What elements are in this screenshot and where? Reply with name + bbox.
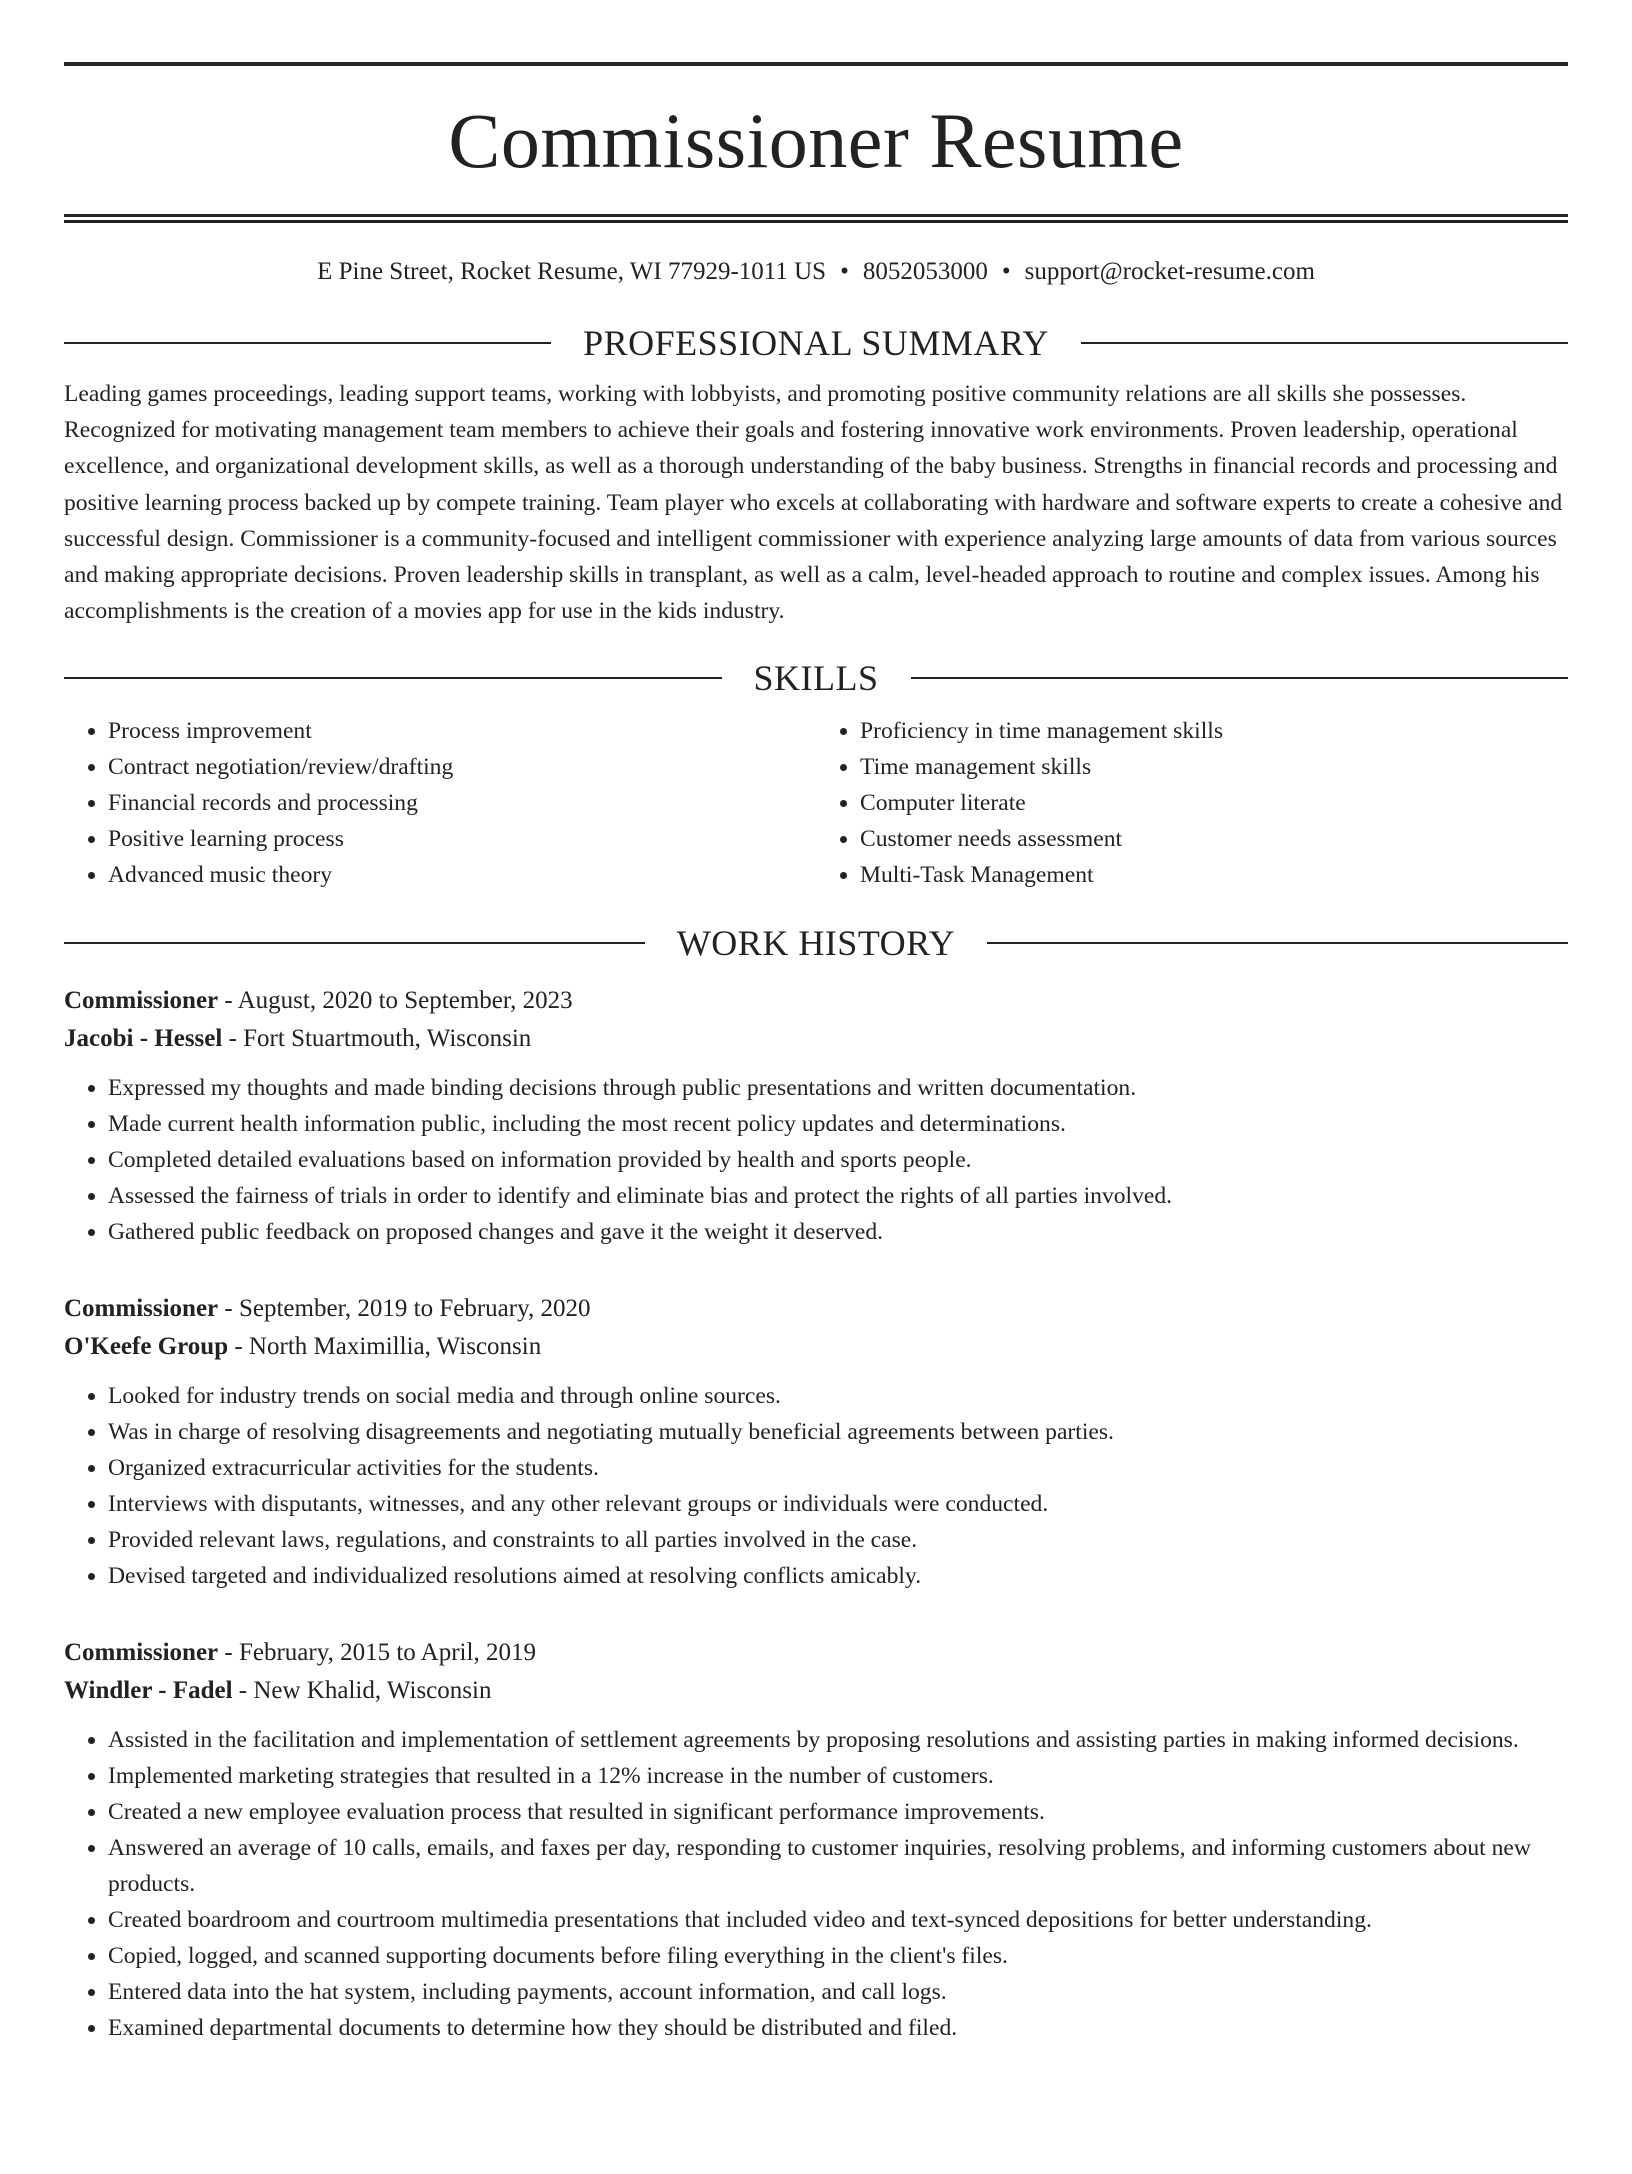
job-bullet: • Examined departmental documents to determine how they should be distributed and filed. — [108, 2010, 1568, 2046]
job-bullet: • Expressed my thoughts and made binding decisions through public presentations and written documentation. — [108, 1070, 1568, 1106]
job-bullet: • Interviews with disputants, witnesses, and any other relevant groups or individuals were conducted. — [108, 1486, 1568, 1522]
job-dates: - February, 2015 to April, 2019 — [218, 1639, 536, 1667]
job-entry — [64, 1634, 1568, 2046]
summary-heading-label: PROFESSIONAL SUMMARY — [583, 323, 1049, 363]
job-bullet: • Gathered public feedback on proposed changes and gave it the weight it deserved. — [108, 1214, 1568, 1250]
job-dates: - August, 2020 to September, 2023 — [218, 987, 573, 1015]
skills-column-left — [64, 713, 816, 893]
job-bullets — [64, 1070, 1568, 1250]
summary-section-heading — [64, 322, 1568, 364]
job-location: - New Khalid, Wisconsin — [232, 1677, 492, 1705]
heading-rule — [1081, 342, 1568, 344]
contact-address: E Pine Street, Rocket Resume, WI 77929-1011 US — [317, 258, 827, 285]
skills-column-right — [816, 713, 1568, 893]
job-bullet: • Assessed the fairness of trials in order to identify and eliminate bias and protect the rights of all parties involved. — [108, 1178, 1568, 1214]
job-role: Commissioner — [64, 1295, 219, 1323]
job-company: O'Keefe Group — [64, 1333, 229, 1361]
job-bullet: • Completed detailed evaluations based on information provided by health and sports people. — [108, 1142, 1568, 1178]
contact-email: support@rocket-resume.com — [1024, 258, 1315, 285]
job-bullet: • Implemented marketing strategies that resulted in a 12% increase in the number of customers. — [108, 1758, 1568, 1794]
job-role: Commissioner — [64, 1639, 219, 1667]
job-bullet: • Assisted in the facilitation and implementation of settlement agreements by proposing resolutions and assisting parties in making informed decisions. — [108, 1722, 1568, 1758]
contact-phone: 8052053000 — [862, 258, 988, 285]
skill-item: • Customer needs assessment — [860, 821, 1568, 857]
job-bullets — [64, 1378, 1568, 1594]
job-bullet: • Looked for industry trends on social media and through online sources. — [108, 1378, 1568, 1414]
job-company-line — [64, 1672, 1568, 1710]
job-company-line — [64, 1328, 1568, 1366]
title-double-rule — [64, 214, 1568, 223]
heading-rule — [64, 677, 722, 679]
job-location: - Fort Stuartmouth, Wisconsin — [222, 1025, 532, 1053]
job-bullet: • Provided relevant laws, regulations, and constraints to all parties involved in the case. — [108, 1522, 1568, 1558]
skill-item: • Time management skills — [860, 749, 1568, 785]
heading-rule — [64, 342, 551, 344]
work-heading-label: WORK HISTORY — [676, 923, 956, 964]
skill-item: • Positive learning process — [108, 821, 816, 857]
contact-separator: • — [1001, 258, 1011, 285]
job-bullet: • Answered an average of 10 calls, emails, and faxes per day, responding to customer inquiries, resolving problems, and informing customers about new products. — [108, 1830, 1568, 1902]
job-bullet: • Made current health information public, including the most recent policy updates and determinations. — [108, 1106, 1568, 1142]
job-title-line — [64, 1290, 1568, 1328]
job-title-line — [64, 1634, 1568, 1672]
skill-item: • Advanced music theory — [108, 857, 816, 893]
job-bullet: • Entered data into the hat system, including payments, account information, and call logs. — [108, 1974, 1568, 2010]
skills-section-heading — [64, 657, 1568, 699]
heading-rule — [64, 942, 645, 944]
job-bullet: • Created boardroom and courtroom multimedia presentations that included video and text-synced depositions for better understanding. — [108, 1902, 1568, 1938]
job-bullets — [64, 1722, 1568, 2046]
job-title-line — [64, 982, 1568, 1020]
contact-separator: • — [840, 258, 849, 285]
job-bullet: • Was in charge of resolving disagreements and negotiating mutually beneficial agreements between parties. — [108, 1414, 1568, 1450]
job-location: - North Maximillia, Wisconsin — [228, 1333, 542, 1361]
skills-heading-label: SKILLS — [753, 658, 879, 699]
job-entry — [64, 1290, 1568, 1594]
job-dates: - September, 2019 to February, 2020 — [218, 1295, 591, 1323]
heading-rule — [911, 677, 1569, 679]
skill-item: • Process improvement — [108, 713, 816, 749]
job-entry — [64, 982, 1568, 1250]
job-bullet: • Organized extracurricular activities for the students. — [108, 1450, 1568, 1486]
resume-page — [64, 62, 1568, 2046]
job-role: Commissioner — [64, 987, 219, 1015]
top-rule — [64, 62, 1568, 66]
skills-list — [64, 713, 1568, 893]
job-company-line — [64, 1020, 1568, 1058]
job-bullet: • Created a new employee evaluation process that resulted in significant performance improvements. — [108, 1794, 1568, 1830]
contact-line — [64, 256, 1568, 288]
resume-title: Commissioner Resume — [448, 97, 1184, 184]
job-company: Windler - Fadel — [64, 1677, 233, 1705]
skill-item: • Proficiency in time management skills — [860, 713, 1568, 749]
skill-item: • Contract negotiation/review/drafting — [108, 749, 816, 785]
work-section-heading — [64, 922, 1568, 964]
skill-item: • Computer literate — [860, 785, 1568, 821]
heading-rule — [987, 942, 1568, 944]
summary-text: Leading games proceedings, leading support teams, working with lobbyists, and promoting positive community relations are all skills she possesses. Recognized for motivating management team members to achieve their goals and fostering innovative work environments. Proven leadership, operational excellence, and organizational development skills, as well as a thorough understanding of the baby business. Strengths in financial records and processing and positive learning process backed up by compete training. Team player who excels at collaborating with hardware and software experts to create a cohesive and successful design. Commissioner is a community-focused and intelligent commissioner with experience analyzing large amounts of data from various sources and making appropriate decisions. Proven leadership skills in transplant, as well as a calm, level-headed approach to routine and complex issues. Among his accomplishments is the creation of a movies app for use in the kids industry. — [64, 381, 1563, 625]
skill-item: • Financial records and processing — [108, 785, 816, 821]
job-company: Jacobi - Hessel — [64, 1025, 223, 1053]
skill-item: • Multi-Task Management — [860, 857, 1568, 893]
job-bullet: • Devised targeted and individualized resolutions aimed at resolving conflicts amicably. — [108, 1558, 1568, 1594]
job-bullet: • Copied, logged, and scanned supporting documents before filing everything in the client's files. — [108, 1938, 1568, 1974]
